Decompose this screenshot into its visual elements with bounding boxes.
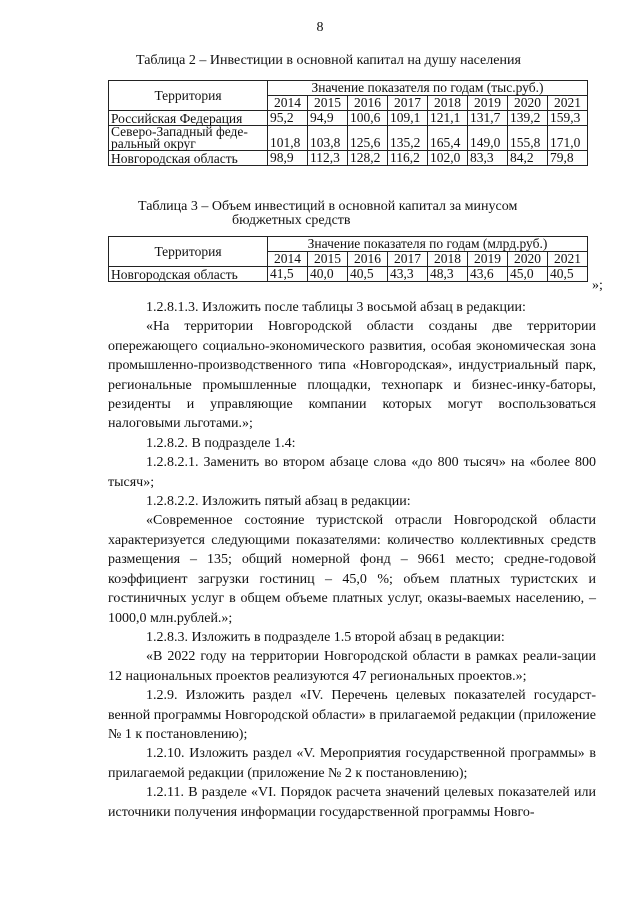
paragraph: 1.2.8.1.3. Изложить после таблицы 3 восьмой абзац в редакции:: [146, 300, 526, 315]
table2-value-cell: 116,2: [388, 151, 428, 166]
table2-value-cell: 112,3: [308, 151, 348, 166]
paragraph: 1.2.11. В разделе «VI. Порядок расчета значений целевых показателей или источники получения информации государственной программы Новго-: [108, 785, 596, 820]
table3-year: 2016: [348, 252, 388, 267]
table2-year: 2019: [468, 96, 508, 111]
paragraph: 1.2.9. Изложить раздел «IV. Перечень целевых показателей государст-венной программы Новгородской области» в прилагаемой редакции (приложение № 1 к постановлению);: [108, 688, 596, 742]
table3-value-cell: 40,5: [548, 267, 588, 282]
table3-value-cell: 43,3: [388, 267, 428, 282]
table2-value-cell: 159,3: [548, 111, 588, 126]
paragraph: 1.2.8.2.2. Изложить пятый абзац в редакции:: [146, 494, 411, 510]
page-number: 8: [316, 20, 324, 35]
body-text: [108, 298, 596, 822]
table2-value-cell: 103,8: [308, 126, 348, 151]
table2-territory-header: Территория: [109, 81, 268, 111]
table2-row: [109, 151, 588, 166]
table3-territory-header: Территория: [109, 237, 268, 267]
table2-value-cell: 109,1: [388, 111, 428, 126]
table3-year: 2020: [508, 252, 548, 267]
table2-row: [109, 126, 588, 151]
table2-value-cell: 79,8: [548, 151, 588, 166]
table3-value-cell: 45,0: [508, 267, 548, 282]
table3-value-cell: 40,5: [348, 267, 388, 282]
table2-value-cell: 121,1: [428, 111, 468, 126]
table3-group-header: Значение показателя по годам (млрд.руб.): [268, 237, 588, 252]
table2-value-cell: 139,2: [508, 111, 548, 126]
table3: [108, 236, 588, 282]
paragraph: 1.2.8.3. Изложить в подразделе 1.5 второй абзац в редакции:: [146, 629, 505, 645]
table3-value-cell: 40,0: [308, 267, 348, 282]
table2-year: 2018: [428, 96, 468, 111]
table2-value-cell: 131,7: [468, 111, 508, 126]
table3-value-cell: 48,3: [428, 267, 468, 282]
table2-year: 2015: [308, 96, 348, 111]
table2-value-cell: 171,0: [548, 126, 588, 151]
table2-value-cell: 155,8: [508, 126, 548, 151]
table2-group-header: Значение показателя по годам (тыс.руб.): [268, 81, 588, 96]
table3-year: 2017: [388, 252, 428, 267]
table2-value-cell: 95,2: [268, 111, 308, 126]
table2-value-cell: 94,9: [308, 111, 348, 126]
paragraph: «Современное состояние туристской отрасли Новгородской области характеризуется следующими показателями: количество коллективных средств размещения – 135; общий номерной фонд – 9661 место; средне-годовой коэффициент загрузки гостиниц – 45,0 %; объем платных туристских и гостиничных услуг в общем объеме платных услуг, оказы-ваемых населению, – 1000,0 млн.рублей.»;: [108, 513, 596, 626]
table3-closing-quote: »;: [592, 278, 603, 293]
table2-value-cell: 84,2: [508, 151, 548, 166]
table2-caption: Таблица 2 – Инвестиции в основной капитал на душу населения: [136, 53, 521, 68]
table2-year: 2016: [348, 96, 388, 111]
table2-year: 2017: [388, 96, 428, 111]
table2-value-cell: 98,9: [268, 151, 308, 166]
table2-territory-cell: Новгородская область: [109, 151, 268, 166]
table3-caption-line1: Таблица 3 – Объем инвестиций в основной капитал за минусом: [138, 199, 518, 214]
table2-territory-cell: Северо-Западный феде-ральный округ: [109, 126, 268, 151]
table3-year: 2018: [428, 252, 468, 267]
table3-caption: [138, 200, 628, 228]
table3-territory-cell: Новгородская область: [109, 267, 268, 282]
table2-value-cell: 165,4: [428, 126, 468, 151]
table3-year: 2014: [268, 252, 308, 267]
paragraph: «На территории Новгородской области созданы две территории опережающего социально-экономического развития, особая экономическая зона промышленно-производственного типа «Новгородская», индустриальный парк, региональные промышленные площадки, технопарк и бизнес-инку-баторы, резиденты и управляющие компании которых могут воспользоваться налоговыми льготами.»;: [108, 319, 596, 432]
table2-value-cell: 102,0: [428, 151, 468, 166]
paragraph: 1.2.8.2. В подразделе 1.4:: [146, 435, 296, 451]
table2-value-cell: 149,0: [468, 126, 508, 151]
table2: [108, 80, 588, 166]
table3-caption-line2: бюджетных средств: [232, 213, 351, 228]
table2-year: 2020: [508, 96, 548, 111]
paragraph: 1.2.10. Изложить раздел «V. Мероприятия государственной программы» в прилагаемой редакции (приложение № 2 к постановлению);: [108, 746, 596, 781]
paragraph: 1.2.8.2.1. Заменить во втором абзаце слова «до 800 тысяч» на «более 800 тысяч»;: [108, 455, 596, 490]
table3-year: 2015: [308, 252, 348, 267]
table2-value-cell: 101,8: [268, 126, 308, 151]
table2-value-cell: 100,6: [348, 111, 388, 126]
table2-value-cell: 83,3: [468, 151, 508, 166]
table2-year: 2021: [548, 96, 588, 111]
table3-year: 2019: [468, 252, 508, 267]
table2-value-cell: 128,2: [348, 151, 388, 166]
table2-value-cell: 125,6: [348, 126, 388, 151]
table3-value-cell: 43,6: [468, 267, 508, 282]
table2-value-cell: 135,2: [388, 126, 428, 151]
table3-year: 2021: [548, 252, 588, 267]
table2-territory-cell: Российская Федерация: [109, 111, 268, 126]
table3-row: [109, 267, 588, 282]
paragraph: «В 2022 году на территории Новгородской области в рамках реали-зации 12 национальных проектов реализуются 47 региональных проектов.»;: [108, 649, 596, 684]
table3-value-cell: 41,5: [268, 267, 308, 282]
table2-year: 2014: [268, 96, 308, 111]
